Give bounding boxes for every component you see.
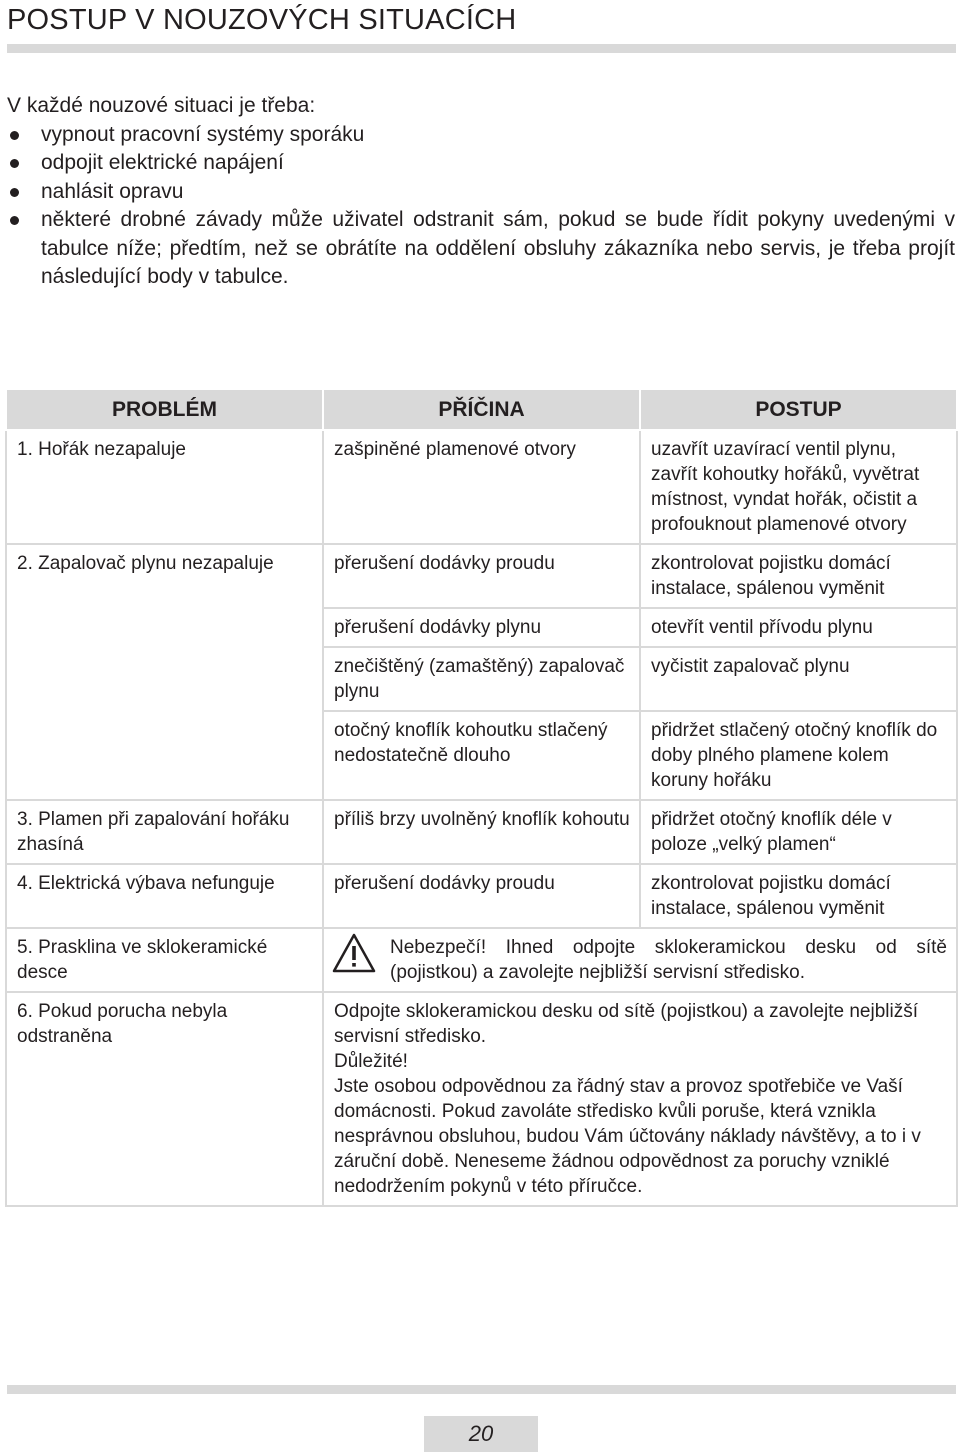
- bullet-icon: [10, 159, 19, 168]
- cause-cell: příliš brzy uvolněný knoflík kohoutu: [323, 800, 640, 864]
- intro-bullet: některé drobné závady může uživatel odstranit sám, pokud se bude řídit pokyny uvedenými v tabulce níže; předtím, než se obrátíte na oddělení obsluhy zákazníka nebo servis, je třeba projít následující body v tabulce.: [7, 206, 955, 292]
- action-cell: přidržet otočný knoflík déle v poloze „velký plamen“: [640, 800, 957, 864]
- intro-bullet: vypnout pracovní systémy sporáku: [7, 121, 955, 150]
- cause-cell: zašpiněné plamenové otvory: [323, 430, 640, 544]
- table-row: [6, 544, 957, 608]
- footer-divider: [7, 1385, 956, 1394]
- warning-triangle-icon: [332, 933, 390, 980]
- intro-bullet-list: [7, 121, 955, 292]
- cause-cell: znečištěný (zamaštěný) zapalovač plynu: [323, 647, 640, 711]
- troubleshooting-table: [5, 388, 958, 1207]
- table-row: [6, 992, 957, 1206]
- cause-cell: přerušení dodávky plynu: [323, 608, 640, 647]
- table-row: [6, 430, 957, 544]
- page-title: POSTUP V NOUZOVÝCH SITUACÍCH: [7, 4, 517, 36]
- action-cell: přidržet stlačený otočný knoflík do doby plného plamene kolem koruny hořáku: [640, 711, 957, 800]
- cause-cell: otočný knoflík kohoutku stlačený nedostatečně dlouho: [323, 711, 640, 800]
- warning-text: Nebezpečí! Ihned odpojte sklokeramickou desku od sítě (pojistkou) a zavolejte nejbližší servisní středisko.: [390, 937, 947, 983]
- intro-bullet: nahlásit opravu: [7, 178, 955, 207]
- bullet-icon: [10, 216, 19, 225]
- action-cell: zkontrolovat pojistku domácí instalace, spálenou vyměnit: [640, 544, 957, 608]
- problem-cell: 4. Elektrická výbava nefunguje: [6, 864, 323, 928]
- bullet-icon: [10, 131, 19, 140]
- liability-text: Jste osobou odpovědnou za řádný stav a provoz spotřebiče ve Vaší domácnosti. Pokud zavoláte středisko kvůli poruše, která vznikla nesprávnou obsluhou, budou Vám účtovány náklady návštěvy, a to i v záruční době. Neneseme žádnou odpovědnost za poruchy vzniklé nedodržením pokynů v této příručce.: [334, 1076, 921, 1197]
- instruction-line: Odpojte sklokeramickou desku od sítě (pojistkou) a zavolejte nejbližší servisní středisko.: [334, 1001, 919, 1047]
- warning-cell: [323, 928, 957, 992]
- important-label: Důležité!: [334, 1051, 408, 1072]
- table-row: [6, 928, 957, 992]
- column-header-problem: PROBLÉM: [6, 389, 323, 430]
- intro-section: [7, 92, 955, 292]
- action-cell: zkontrolovat pojistku domácí instalace, spálenou vyměnit: [640, 864, 957, 928]
- problem-cell: 3. Plamen při zapalování hořáku zhasíná: [6, 800, 323, 864]
- cause-cell: přerušení dodávky proudu: [323, 864, 640, 928]
- action-cell: otevřít ventil přívodu plynu: [640, 608, 957, 647]
- action-cell: uzavřít uzavírací ventil plynu, zavřít kohoutky hořáků, vyvětrat místnost, vyndat hořák, očistit a profouknout plamenové otvory: [640, 430, 957, 544]
- table-row: [6, 864, 957, 928]
- page-number: 20: [424, 1416, 538, 1452]
- problem-cell: 5. Prasklina ve sklokeramické desce: [6, 928, 323, 992]
- problem-cell: 1. Hořák nezapaluje: [6, 430, 323, 544]
- column-header-cause: PŘÍČINA: [323, 389, 640, 430]
- table-header-row: [6, 389, 957, 430]
- column-header-action: POSTUP: [640, 389, 957, 430]
- intro-bullet: odpojit elektrické napájení: [7, 149, 955, 178]
- action-cell: vyčistit zapalovač plynu: [640, 647, 957, 711]
- problem-cell: 6. Pokud porucha nebyla odstraněna: [6, 992, 323, 1206]
- table-row: [6, 800, 957, 864]
- cause-cell: přerušení dodávky proudu: [323, 544, 640, 608]
- problem-cell: 2. Zapalovač plynu nezapaluje: [6, 544, 323, 800]
- intro-lead: V každé nouzové situaci je třeba:: [7, 94, 316, 117]
- bullet-icon: [10, 188, 19, 197]
- title-divider: [7, 44, 956, 53]
- final-instructions-cell: [323, 992, 957, 1206]
